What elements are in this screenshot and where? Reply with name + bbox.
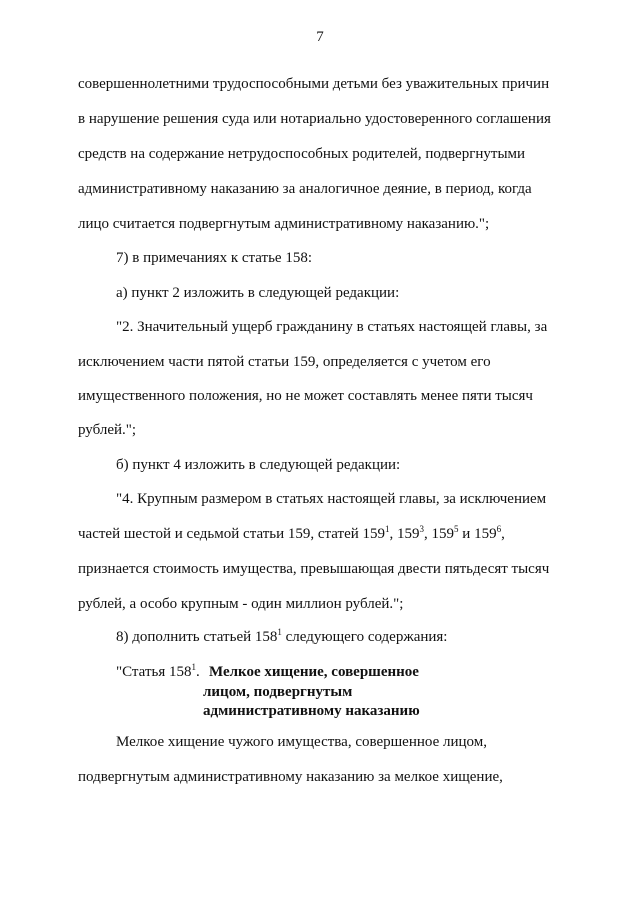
article-label [116,663,200,681]
text-fragment: , 159 [424,526,455,542]
list-item-7: 7) в примечаниях к статье 158: [116,250,312,266]
superscript: 1 [191,662,196,672]
superscript: 6 [496,524,502,534]
quote-line: рублей, а особо крупным - один миллион рублей."; [78,596,404,612]
list-item-7a: а) пункт 2 изложить в следующей редакции: [116,285,400,301]
superscript: 3 [419,524,425,534]
quote-line: исключением части пятой статьи 159, определяется с учетом его [78,354,491,370]
text-fragment: , [501,526,505,542]
body-text-line: административному наказанию за аналогичное деяние, в период, когда [78,181,532,197]
text-fragment: и 159 [458,526,497,542]
text-fragment: частей шестой и седьмой статьи 159, статей 159 [78,526,386,542]
text-fragment: 8) дополнить статьей 158 [116,629,278,645]
quote-line: "2. Значительный ущерб гражданину в статьях настоящей главы, за [116,319,548,335]
page-number: 7 [316,29,324,45]
quote-line-with-superscripts [78,525,561,543]
article-body-line: Мелкое хищение чужого имущества, совершенное лицом, [116,734,487,750]
article-title-line: Мелкое хищение, совершенное [209,664,419,680]
body-text-line: в нарушение решения суда или нотариально удостоверенного соглашения [78,111,551,127]
text-fragment: следующего содержания: [281,629,448,645]
article-title-line: лицом, подвергнутым [203,684,353,700]
body-text-line: совершеннолетними трудоспособными детьми без уважительных причин [78,76,550,92]
quote-line: имущественного положения, но не может составлять менее пяти тысяч [78,388,533,404]
list-item-8 [116,628,447,646]
quote-line: "4. Крупным размером в статьях настоящей главы, за исключением [116,491,547,507]
body-text-line: средств на содержание нетрудоспособных родителей, подвергнутыми [78,146,526,162]
quote-line: рублей."; [78,422,137,438]
superscript: 1 [385,524,390,534]
article-body-line: подвергнутым административному наказанию за мелкое хищение, [78,769,503,785]
article-title-line: административному наказанию [203,703,420,719]
list-item-7b: б) пункт 4 изложить в следующей редакции: [116,457,401,473]
text-fragment: , 159 [389,526,420,542]
body-text-line: лицо считается подвергнутым административному наказанию."; [78,216,490,232]
quote-line: признается стоимость имущества, превышающая двести пятьдесят тысяч [78,561,550,577]
superscript: 5 [454,524,459,534]
superscript: 1 [277,627,282,637]
text-fragment: "Статья 158 [116,664,192,680]
text-fragment: . [195,664,200,680]
